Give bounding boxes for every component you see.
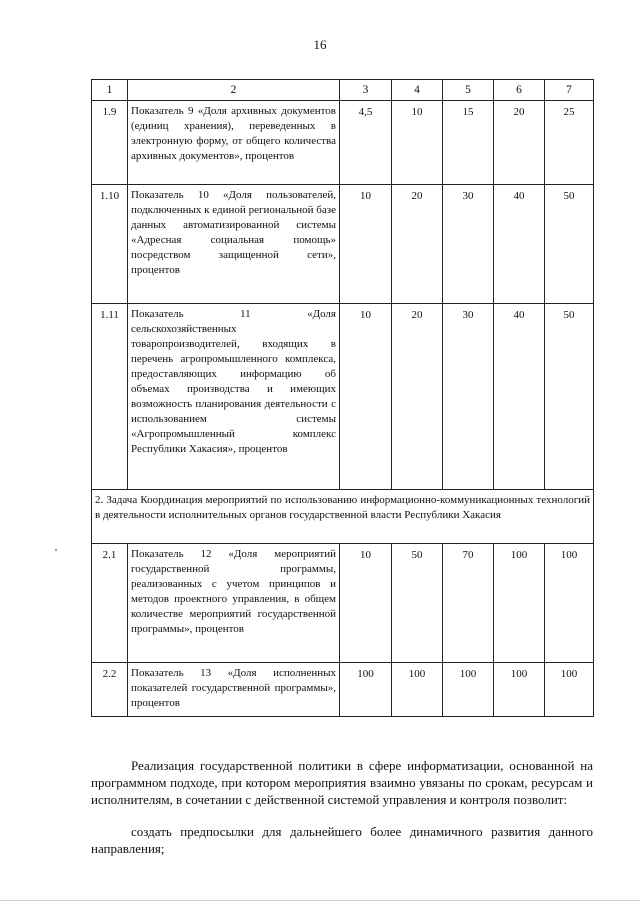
task-row — [92, 490, 594, 544]
indicator-value: 20 — [494, 101, 545, 185]
page-bottom-edge — [0, 900, 640, 901]
row-number: 2.1 — [92, 544, 128, 663]
indicator-value: 100 — [545, 544, 594, 663]
indicator-value: 10 — [340, 544, 392, 663]
table-row — [92, 185, 594, 304]
header-cell: 5 — [443, 80, 494, 101]
indicator-value: 70 — [443, 544, 494, 663]
header-cell: 6 — [494, 80, 545, 101]
header-cell: 1 — [92, 80, 128, 101]
row-number: 1.9 — [92, 101, 128, 185]
indicator-value: 100 — [494, 663, 545, 717]
body-paragraph: Реализация государственной политики в сфере информатизации, основанной на программном подходе, при котором мероприятия взаимно увязаны по срокам, ресурсам и исполнителям, в сочетании с действенной системой управления и контроля позволит: — [91, 758, 593, 807]
indicator-value: 100 — [392, 663, 443, 717]
indicator-value: 50 — [545, 304, 594, 490]
indicator-value: 40 — [494, 185, 545, 304]
indicator-value: 100 — [443, 663, 494, 717]
header-cell: 7 — [545, 80, 594, 101]
table-row — [92, 663, 594, 717]
table-row — [92, 101, 594, 185]
indicator-value: 4,5 — [340, 101, 392, 185]
indicator-value: 100 — [340, 663, 392, 717]
indicator-description: Показатель 9 «Доля архивных документов (единиц хранения), переведенных в электронную форму, от общего количества архивных документов», процентов — [128, 101, 340, 185]
indicators-table — [91, 79, 594, 717]
indicator-value: 20 — [392, 304, 443, 490]
task-title: 2. Задача Координация мероприятий по использованию информационно-коммуникационных технологий в деятельности исполнительных органов государственной власти Республики Хакасия — [92, 490, 594, 544]
row-number: 2.2 — [92, 663, 128, 717]
indicator-value: 20 — [392, 185, 443, 304]
header-cell: 3 — [340, 80, 392, 101]
table-row — [92, 544, 594, 663]
indicator-description: Показатель 13 «Доля исполненных показателей государственной программы», процентов — [128, 663, 340, 717]
table-header-row — [92, 80, 594, 101]
header-cell: 2 — [128, 80, 340, 101]
indicator-value: 25 — [545, 101, 594, 185]
indicator-description: Показатель 11 «Доля сельскохозяйственных товаропроизводителей, входящих в перечень агропромышленного комплекса, предоставляющих информацию об объемах производства и имеющих возможность планирования деятельности с использованием системы «Агропромышленный комплекс Республики Хакасия», процентов — [128, 304, 340, 490]
row-number: 1.11 — [92, 304, 128, 490]
row-number: 1.10 — [92, 185, 128, 304]
indicator-value: 100 — [494, 544, 545, 663]
page-number: 16 — [313, 37, 327, 52]
indicator-value: 30 — [443, 185, 494, 304]
scan-speck — [55, 549, 57, 551]
indicator-value: 15 — [443, 101, 494, 185]
indicator-value: 10 — [340, 185, 392, 304]
indicator-value: 30 — [443, 304, 494, 490]
indicator-value: 50 — [392, 544, 443, 663]
body-paragraph: создать предпосылки для дальнейшего более динамичного развития данного направления; — [91, 824, 593, 856]
indicator-description: Показатель 12 «Доля мероприятий государственной программы, реализованных с учетом принципов и методов проектного управления, в общем количестве мероприятий государственной программы», процентов — [128, 544, 340, 663]
indicator-value: 10 — [392, 101, 443, 185]
indicator-value: 10 — [340, 304, 392, 490]
indicator-value: 50 — [545, 185, 594, 304]
indicator-value: 100 — [545, 663, 594, 717]
table-row — [92, 304, 594, 490]
indicator-description: Показатель 10 «Доля пользователей, подключенных к единой региональной базе данных автоматизированной системы «Адресная социальная помощь» посредством защищенной сети», процентов — [128, 185, 340, 304]
indicator-value: 40 — [494, 304, 545, 490]
header-cell: 4 — [392, 80, 443, 101]
